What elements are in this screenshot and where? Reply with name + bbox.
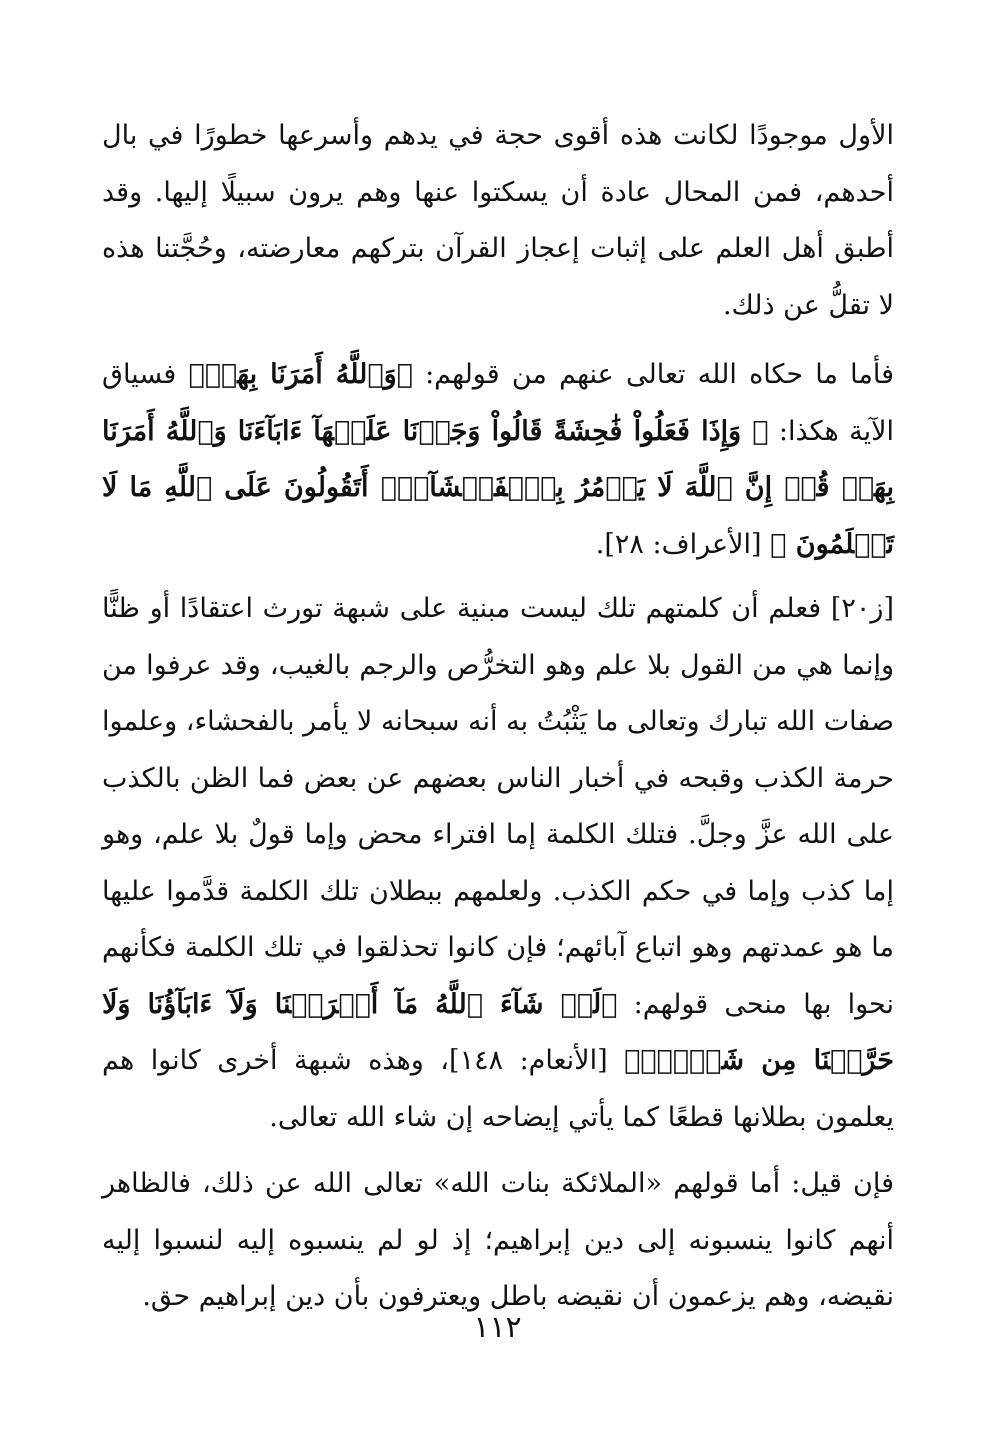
paragraph-argument-text: [ز٢٠] فعلم أن كلمتهم تلك ليست مبنية على شبهة تورث اعتقادًا أو ظنًّا وإنما هي من القول بلا علم وهو التخرُّص والرجم بالغيب، وقد عرفوا من صفات الله تبارك وتعالى ما يَثْبُتُ به أنه سبحانه لا يأمر بالفحشاء، وعلموا حرمة الكذب وقبحه في أخبار الناس بعضهم عن بعض فما الظن بالكذب على الله عزَّ وجلَّ. فتلك الكلمة إما افتراء محض وإما قولٌ بلا علم، وهو إما كذب وإما في حكم الكذب. ولعلمهم ببطلان تلك الكلمة قدَّموا عليها ما هو عمدتهم وهو اتباع آبائهم؛ فإن كانوا تحذلقوا في تلك الكلمة فكأنهم نحوا بها منحى قولهم: — [102, 593, 895, 1020]
paragraph-argument-end: [الأنعام: ١٤٨]، وهذه شبهة أخرى كانوا هم يعلمون بطلانها قطعًا كما يأتي إيضاحه إن شاء الله تعالى. — [102, 1045, 894, 1133]
paragraph-quran-context — [102, 347, 894, 573]
paragraph-middle-text: فسياق الآية هكذا: — [102, 359, 894, 447]
paragraph-intro-text: فأما ما حكاه الله تعالى عنهم من قولهم: — [412, 359, 894, 390]
paragraph-objection: فإن قيل: أما قولهم «الملائكة بنات الله» تعالى الله عن ذلك، فالظاهر أنهم كانوا ينسبونه إلى دين إبراهيم؛ إذ لو لم ينسبوه إليه لنسبوا إليه نقيضه، وهم يزعمون أن نقيضه باطل ويعترفون بأن دين إبراهيم حق. — [102, 1168, 894, 1312]
quran-quote-short: ﴿وَٱللَّهُ أَمَرَنَا بِهَاۗ﴾ — [188, 359, 413, 390]
quran-quote-full-verse: ﴿ وَإِذَا فَعَلُواْ فَٰحِشَةً قَالُواْ وَجَدۡنَا عَلَيۡهَآ ءَابَآءَنَا وَٱللَّهُ أَمَرَنَا بِهَاۗ قُلۡ إِنَّ ٱللَّهَ لَا يَأۡمُرُ بِٱلۡفَحۡشَآءِۖ أَتَقُولُونَ عَلَى ٱللَّهِ مَا لَا تَعۡلَمُونَ ﴾ — [102, 415, 894, 560]
verse-citation: [الأعراف: ٢٨]. — [595, 528, 771, 560]
page-body — [102, 108, 894, 1326]
paragraph-argument — [102, 581, 894, 1146]
paragraph-continuation: الأول موجودًا لكانت هذه أقوى حجة في يدهم وأسرعها خطورًا في بال أحدهم، فمن المحال عادة أن يسكتوا عنها وهم يرون سبيلًا إليها. وقد أطبق أهل العلم على إثبات إعجاز القرآن بتركهم معارضته، وحُجَّتنا هذه لا تقلُّ عن ذلك. — [102, 120, 894, 321]
quran-quote-anam: ﴿لَوۡ شَآءَ ٱللَّهُ مَآ أَشۡرَكۡنَا وَلَآ ءَابَآؤُنَا وَلَا حَرَّمۡنَا مِن شَيۡءٖۚ﴾ — [102, 988, 894, 1076]
page-number: ١١٢ — [473, 1310, 522, 1345]
